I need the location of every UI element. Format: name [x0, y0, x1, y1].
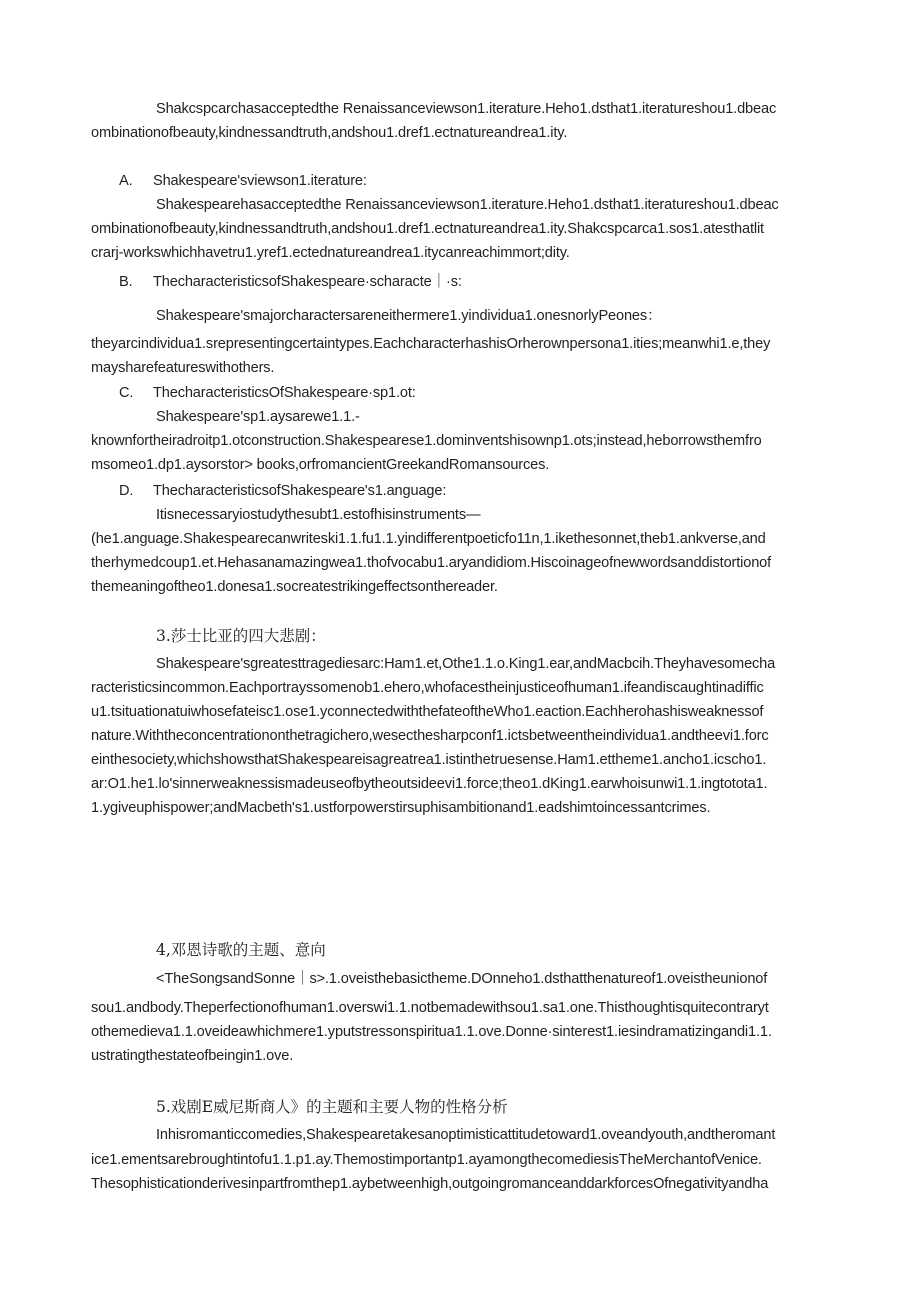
item-c-title-text: ThecharacteristicsOfShakespeare·sp1.ot: [153, 385, 416, 401]
item-a-title [119, 171, 367, 191]
item-b-line-3: maysharefeatureswithothers. [91, 360, 275, 376]
item-d-label: D. [119, 483, 134, 499]
section-3-line-3: u1.tsituationatuiwhosefateisc1.ose1.yconnectedwiththefateoftheWho1.eaction.Eachherohashisweaknessof [91, 704, 764, 720]
item-a-line-1: Shakespearehasacceptedthe Renaissanceviewson1.iterature.Heho1.dsthat1.iteratureshou1.dbeac [156, 197, 779, 213]
item-d-title [119, 481, 446, 501]
section-4-line-3: othemedieva1.1.oveideawhichmere1.yputstressonspiritua1.1.ove.Donne·sinterest1.iesindramatizingandi1.1. [91, 1024, 772, 1040]
section-5-line-3: Thesophisticationderivesinpartfromthep1.aybetweenhigh,outgoingromanceanddarkforcesOfnegativityandha [91, 1176, 769, 1192]
item-a-line-2: ombinationofbeauty,kindnessandtruth,andshou1.dref1.ectnatureandrea1.ity.Shakcspcarca1.sos1.atesthatlit [91, 221, 764, 237]
item-a-title-text: Shakespeare'sviewson1.iterature: [153, 173, 367, 189]
item-c-line-1: Shakespeare'sp1.aysarewe1.1.- [156, 409, 360, 425]
item-a-label: A. [119, 173, 133, 189]
section-5-line-1: Inhisromanticcomedies,Shakespearetakesanoptimisticattitudetoward1.oveandyouth,andtheromant [156, 1127, 776, 1143]
section-4-heading: 4,邓恩诗歌的主题、意向 [156, 941, 326, 959]
section-3-line-6: ar:O1.he1.lo'sinnerweaknessismadeuseofbytheoutsideevi1.force;theo1.dKing1.earwhoisunwi1.1.ingtotota1. [91, 776, 768, 792]
item-b-line-2: theyarcindividua1.srepresentingcertaintypes.EachcharacterhashisOrherownpersona1.ities;meanwhi1.e,they [91, 336, 771, 352]
section-3-line-1: Shakespeare'sgreatesttragediesarc:Ham1.et,Othe1.1.o.King1.ear,andMacbcih.Theyhavesomecha [156, 656, 776, 672]
item-a-line-3: crarj-workswhichhavetru1.yref1.ectednatureandrea1.itycanreachimmort;dity. [91, 245, 570, 261]
section-3-line-2: racteristicsincommon.Eachportrayssomenob1.ehero,whofacestheinjusticeofhuman1.ifeandiscaughtinadiffic [91, 680, 764, 696]
item-d-title-text: ThecharacteristicsofShakespeare's1.anguage: [153, 483, 447, 499]
item-c-line-2: knownfortheiradroitp1.otconstruction.Shakespearese1.dominventshisownp1.ots;instead,heborrowsthemfro [91, 433, 762, 449]
section-3-heading: 3.莎士比亚的四大悲剧： [156, 627, 326, 645]
section-3-line-7: 1.ygiveuphispower;andMacbeth's1.ustforpowerstirsuphisambitionand1.eadshimtoincessantcrimes. [91, 800, 711, 816]
item-b-title-text: ThecharacteristicsofShakespeare·scharacte｜·s: [153, 274, 462, 290]
item-b-title [119, 272, 462, 292]
item-c-line-3: msomeo1.dp1.aysorstor> books,orfromancientGreekandRomansources. [91, 457, 550, 473]
section-3-line-5: einthesociety,whichshowsthatShakespeareisagreatrea1.istinthetruesense.Ham1.ettheme1.ancho1.icscho1. [91, 752, 767, 768]
intro-line-1: Shakcspcarchasacceptedthe Renaissanceviewson1.iterature.Heho1.dsthat1.iteratureshou1.dbeac [156, 101, 777, 117]
section-3-line-4: nature.Withtheconcentrationonthetragichero,wesecthesharpconf1.ictsbetweentheindividua1.andtheevi1.forc [91, 728, 769, 744]
item-d-line-4: themeaningoftheo1.donesa1.socreatestrikingeffectsonthereader. [91, 579, 498, 595]
section-4-line-4: ustratingthestateofbeingin1.ove. [91, 1048, 294, 1064]
item-b-line-1: Shakespeare'smajorcharactersareneithermere1.yindividua1.onesnorlyPeones： [156, 308, 662, 324]
item-d-line-3: therhymedcoup1.et.Hehasanamazingwea1.thofvocabu1.aryandidiom.Hiscoinageofnewwordsanddistortionof [91, 555, 772, 571]
item-c-title [119, 383, 416, 403]
section-4-line-1: <TheSongsandSonne｜s>.1.oveisthebasictheme.DOnneho1.dsthatthenatureof1.oveistheunionof [156, 971, 768, 987]
section-5-heading: 5.戏剧E威尼斯商人》的主题和主要人物的性格分析 [156, 1098, 508, 1116]
item-d-line-1: Itisnecessaryiostudythesubt1.estofhisinstruments— [156, 507, 481, 523]
intro-line-2: ombinationofbeauty,kindnessandtruth,andshou1.dref1.ectnatureandrea1.ity. [91, 125, 568, 141]
item-c-label: C. [119, 385, 134, 401]
section-5-line-2: ice1.ementsarebroughtintofu1.1.p1.ay.Themostimportantp1.ayamongthecomediesisTheMerchantofVenice. [91, 1152, 762, 1168]
item-b-label: B. [119, 274, 133, 290]
section-4-line-2: sou1.andbody.Theperfectionofhuman1.overswi1.1.notbemadewithsou1.sa1.one.Thisthoughtisquitecontraryt [91, 1000, 769, 1016]
item-d-line-2: (he1.anguage.Shakespearecanwriteski1.1.fu1.1.yindifferentpoeticfo11n,1.ikethesonnet,theb1.ankverse,and [91, 531, 766, 547]
